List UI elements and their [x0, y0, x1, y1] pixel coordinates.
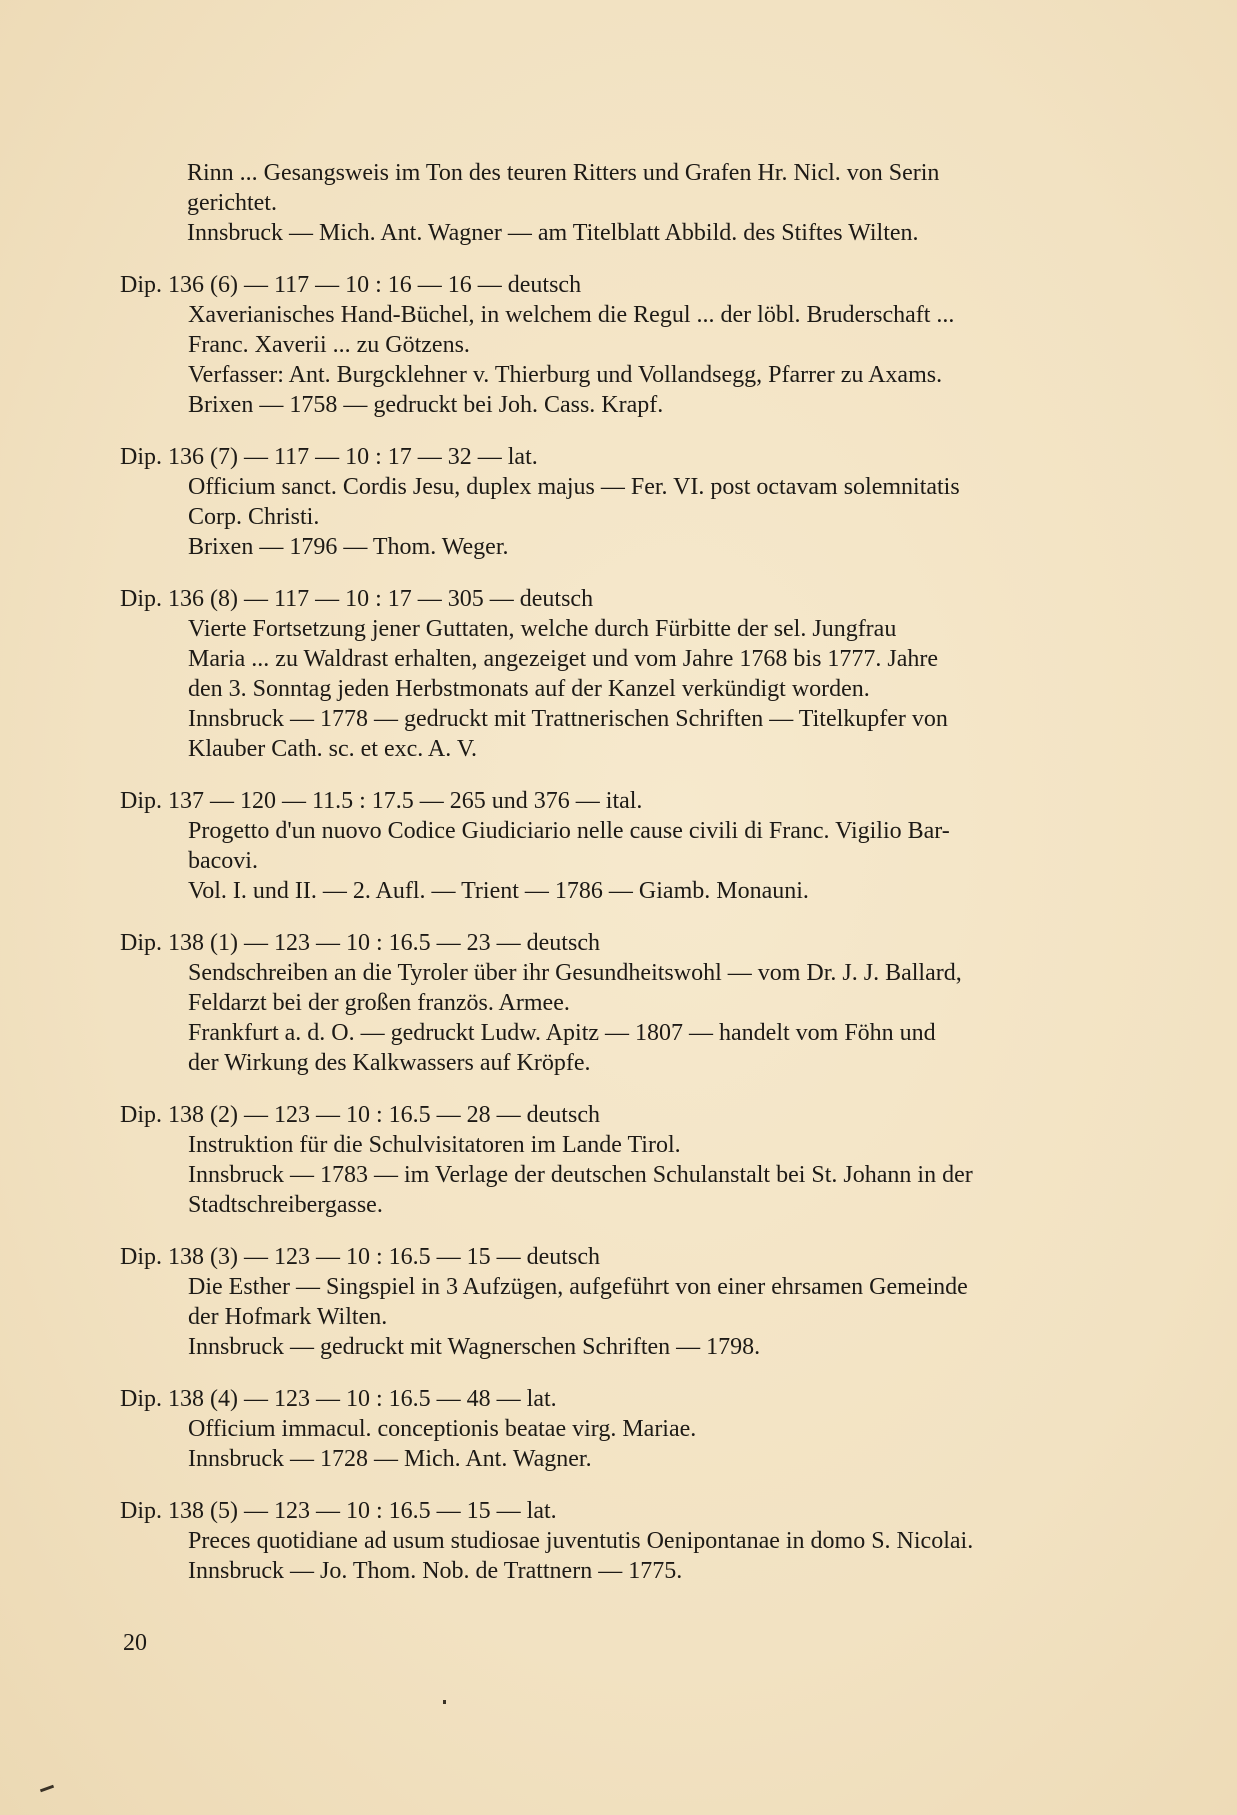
entry-line: Preces quotidiane ad usum studiosae juventutis Oenipontanae in domo S. Nicolai.	[188, 1528, 974, 1554]
entry-line: Progetto d'un nuovo Codice Giudiciario nelle cause civili di Franc. Vigilio Bar-	[188, 818, 950, 844]
catalog-entry	[120, 928, 1120, 1078]
intro-line: Rinn ... Gesangsweis im Ton des teuren Ritters und Grafen Hr. Nicl. von Serin	[187, 160, 940, 186]
entry-heading: Dip. 136 (6) — 117 — 10 : 16 — 16 — deutsch	[120, 272, 582, 298]
entry-line: Officium sanct. Cordis Jesu, duplex majus — Fer. VI. post octavam solemnitatis	[188, 474, 960, 500]
catalog-entry	[120, 1496, 1120, 1586]
paper-speck	[40, 1785, 54, 1793]
entry-line: Feldarzt bei der großen französ. Armee.	[188, 990, 570, 1016]
catalog-entry	[120, 442, 1120, 562]
entry-line: Corp. Christi.	[188, 504, 320, 530]
entry-line: Vierte Fortsetzung jener Guttaten, welche durch Fürbitte der sel. Jungfrau	[188, 616, 897, 642]
entry-line: bacovi.	[188, 848, 258, 874]
entry-line: der Hofmark Wilten.	[188, 1304, 388, 1330]
entry-line: Stadtschreibergasse.	[188, 1192, 383, 1218]
entry-line: Die Esther — Singspiel in 3 Aufzügen, aufgeführt von einer ehrsamen Gemeinde	[188, 1274, 968, 1300]
entry-line: Klauber Cath. sc. et exc. A. V.	[188, 736, 478, 762]
entry-line: Innsbruck — Jo. Thom. Nob. de Trattnern — 1775.	[188, 1558, 683, 1584]
intro-line: gerichtet.	[187, 190, 277, 216]
catalog-entry	[120, 1242, 1120, 1362]
entry-line: Brixen — 1758 — gedruckt bei Joh. Cass. Krapf.	[188, 392, 664, 418]
entry-line: Franc. Xaverii ... zu Götzens.	[188, 332, 470, 358]
catalog-entry	[120, 1100, 1120, 1220]
catalog-entry	[120, 1384, 1120, 1474]
catalog-text	[120, 158, 1120, 1586]
entry-line: der Wirkung des Kalkwassers auf Kröpfe.	[188, 1050, 591, 1076]
entry-line: Brixen — 1796 — Thom. Weger.	[188, 534, 509, 560]
entry-line: Innsbruck — gedruckt mit Wagnerschen Schriften — 1798.	[188, 1334, 761, 1360]
entry-line: Xaverianisches Hand-Büchel, in welchem die Regul ... der löbl. Bruderschaft ...	[188, 302, 955, 328]
entry-line: Maria ... zu Waldrast erhalten, angezeiget und vom Jahre 1768 bis 1777. Jahre	[188, 646, 939, 672]
intro-line: Innsbruck — Mich. Ant. Wagner — am Titelblatt Abbild. des Stiftes Wilten.	[187, 220, 919, 246]
entry-line: Vol. I. und II. — 2. Aufl. — Trient — 1786 — Giamb. Monauni.	[188, 878, 809, 904]
entry-line: Officium immacul. conceptionis beatae virg. Mariae.	[188, 1416, 697, 1442]
entry-line: den 3. Sonntag jeden Herbstmonats auf der Kanzel verkündigt worden.	[188, 676, 870, 702]
entry-heading: Dip. 138 (2) — 123 — 10 : 16.5 — 28 — deutsch	[120, 1102, 600, 1128]
entry-line: Innsbruck — 1778 — gedruckt mit Trattnerischen Schriften — Titelkupfer von	[188, 706, 948, 732]
entry-heading: Dip. 136 (8) — 117 — 10 : 17 — 305 — deutsch	[120, 586, 594, 612]
entry-heading: Dip. 138 (1) — 123 — 10 : 16.5 — 23 — deutsch	[120, 930, 600, 956]
page-number: 20	[123, 1630, 147, 1656]
entry-heading: Dip. 138 (3) — 123 — 10 : 16.5 — 15 — deutsch	[120, 1244, 600, 1270]
entry-heading: Dip. 138 (5) — 123 — 10 : 16.5 — 15 — lat.	[120, 1498, 557, 1524]
catalog-entry	[120, 584, 1120, 764]
entry-line: Innsbruck — 1728 — Mich. Ant. Wagner.	[188, 1446, 592, 1472]
intro-continuation	[187, 158, 1120, 248]
catalog-entry	[120, 270, 1120, 420]
catalog-entry	[120, 786, 1120, 906]
paper-speck	[443, 1700, 446, 1704]
entry-line: Innsbruck — 1783 — im Verlage der deutschen Schulanstalt bei St. Johann in der	[188, 1162, 973, 1188]
entry-heading: Dip. 136 (7) — 117 — 10 : 17 — 32 — lat.	[120, 444, 538, 470]
entry-line: Frankfurt a. d. O. — gedruckt Ludw. Apitz — 1807 — handelt vom Föhn und	[188, 1020, 936, 1046]
entry-line: Instruktion für die Schulvisitatoren im Lande Tirol.	[188, 1132, 681, 1158]
entry-heading: Dip. 137 — 120 — 11.5 : 17.5 — 265 und 376 — ital.	[120, 788, 643, 814]
entry-line: Verfasser: Ant. Burgcklehner v. Thierburg und Vollandsegg, Pfarrer zu Axams.	[188, 362, 943, 388]
entry-line: Sendschreiben an die Tyroler über ihr Gesundheitswohl — vom Dr. J. J. Ballard,	[188, 960, 962, 986]
entry-heading: Dip. 138 (4) — 123 — 10 : 16.5 — 48 — lat.	[120, 1386, 557, 1412]
